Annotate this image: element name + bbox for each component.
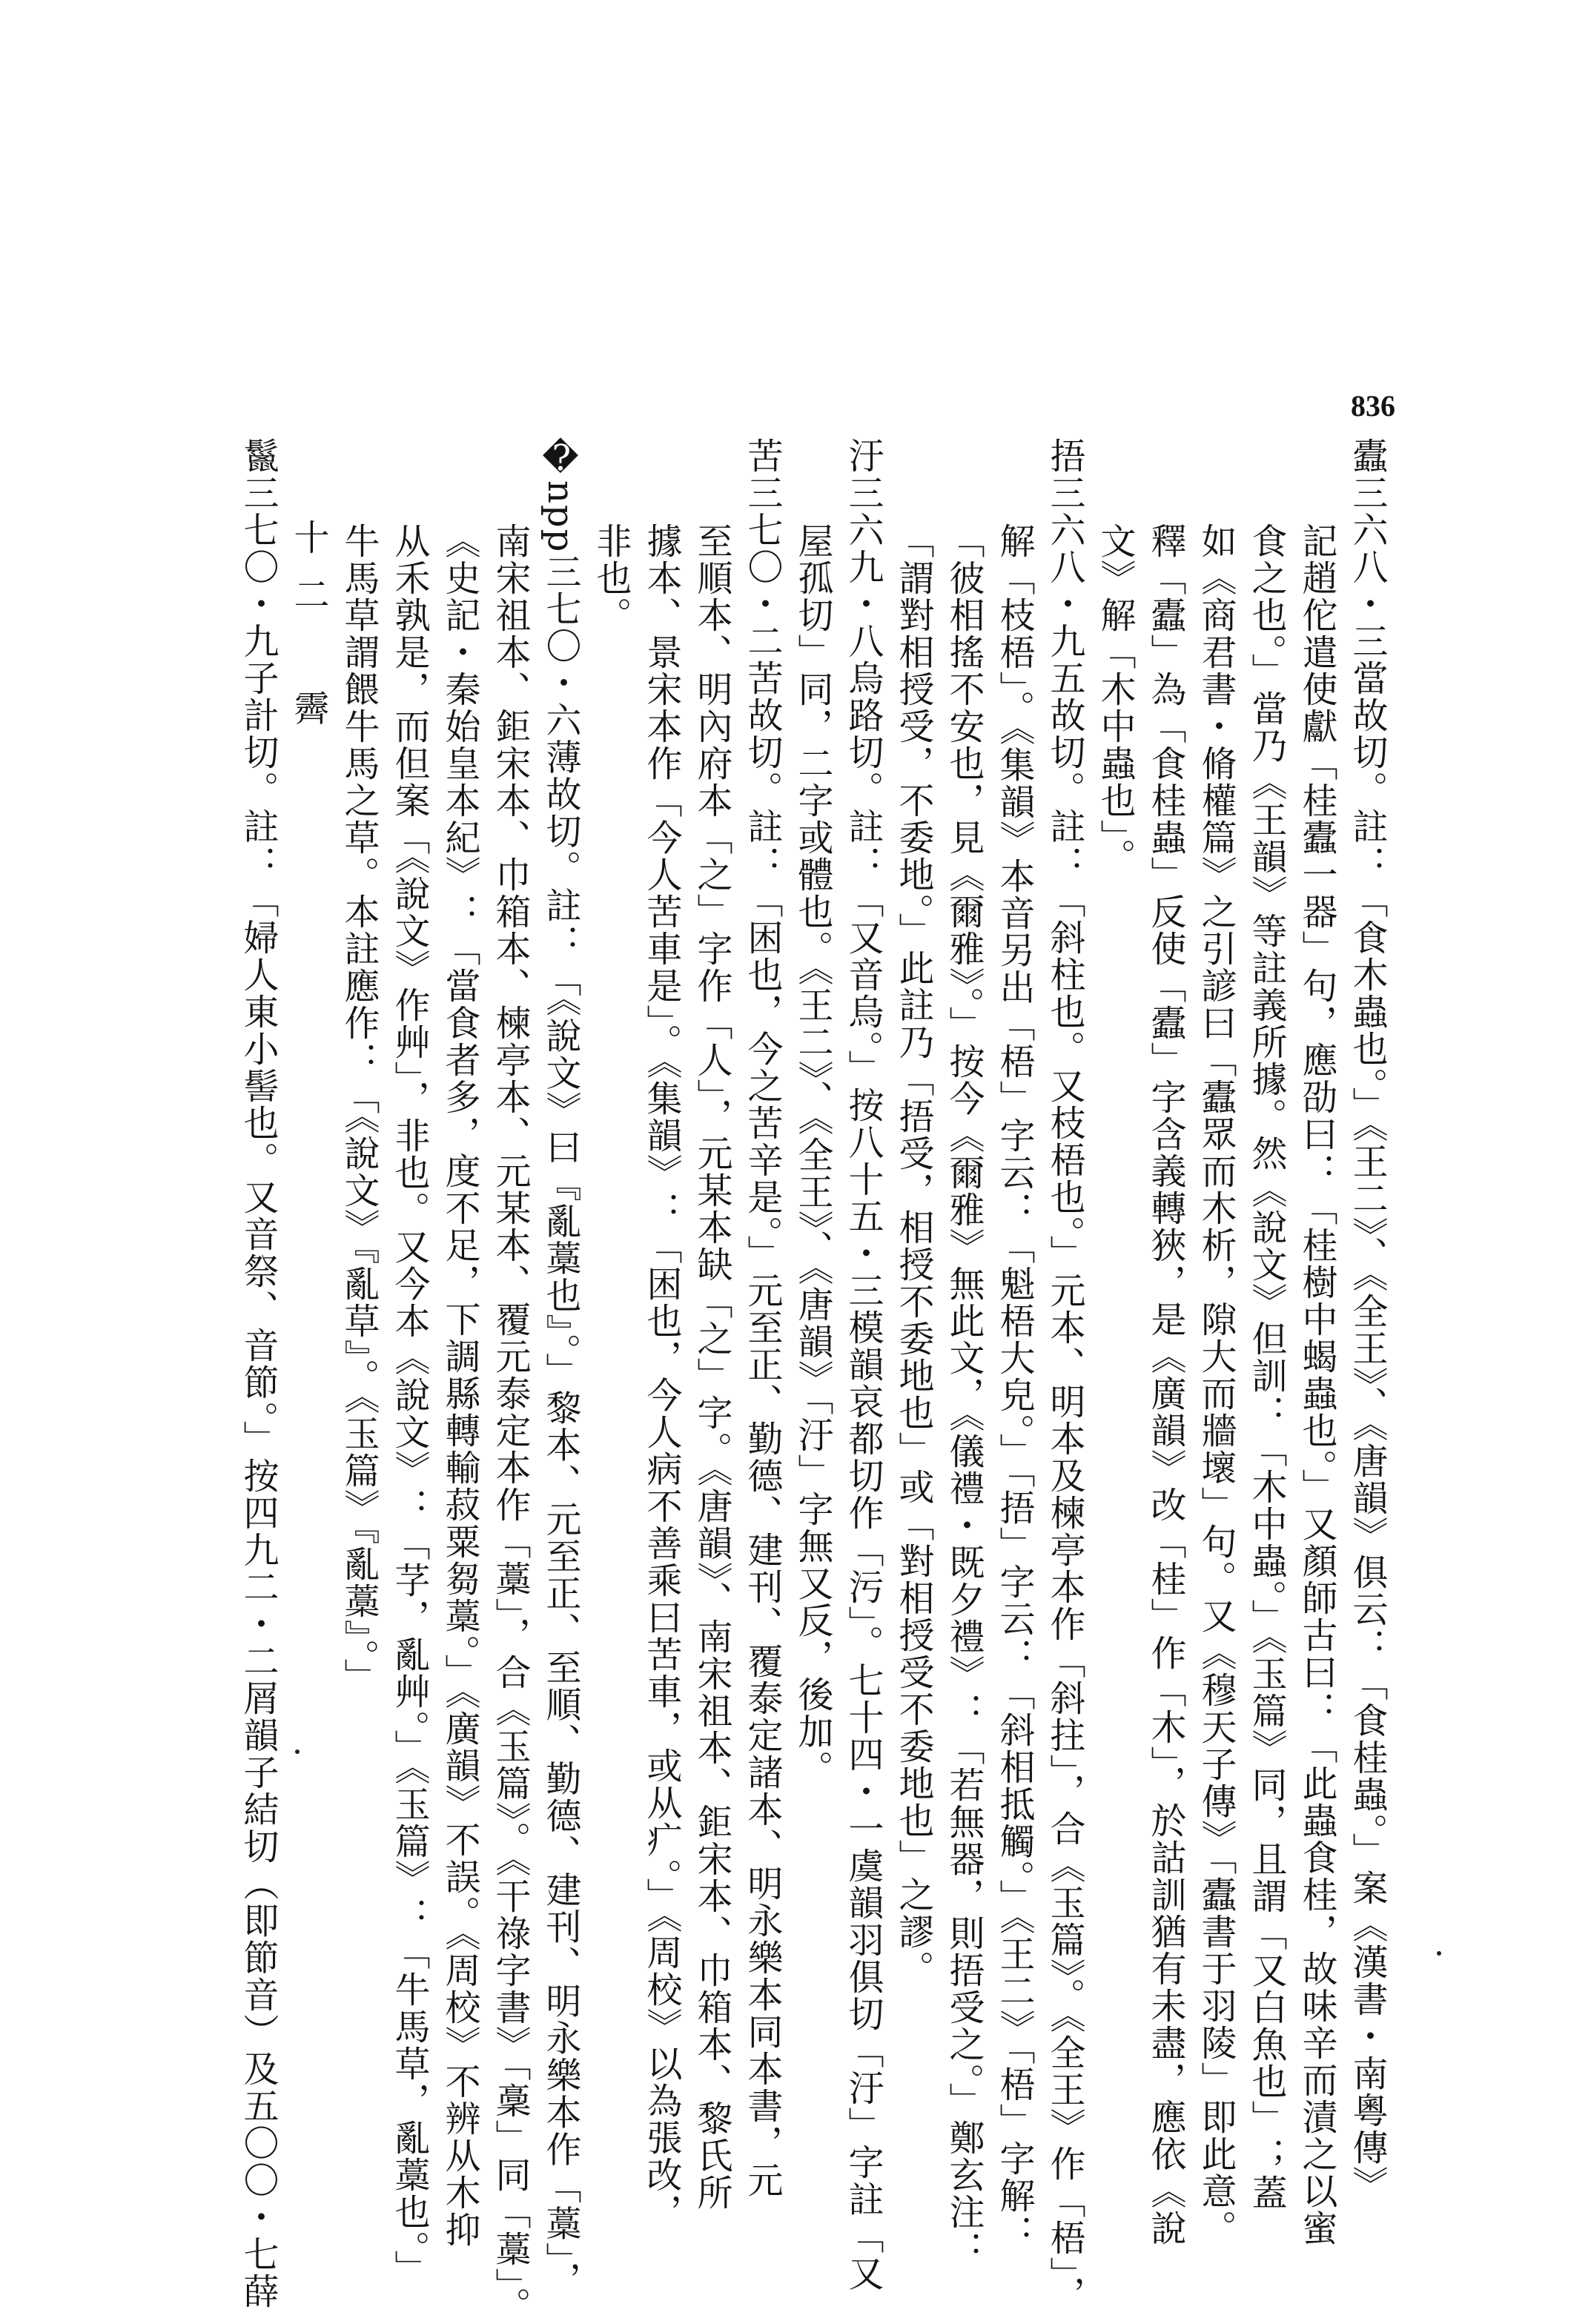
section-heading: 十二 霽 <box>288 519 329 747</box>
text-column-12: 屋孤切」同，二字或體也。《王二》、《全王》、《唐韻》「汙」字無又反，後加。 <box>792 523 833 1788</box>
text-column-6: 文》解「木中蟲也」。 <box>1094 523 1136 876</box>
text-column-23: 鬣三七〇・九子計切。註：「婦人東小髻也。又音祭、音節。」按四九二・二屑韻子結切（即節音）及五〇〇・七薛 <box>237 437 279 2310</box>
text-column-10: 「謂對相授受，不委地。」此註乃「捂受，相授不委地也」或「對相授受不委地也」之謬。 <box>893 523 934 1988</box>
text-column-18: 南宋祖本、鉅宋本、巾箱本、楝亭本、元某本、覆元泰定本作「藁」，合《玉篇》。《干祿字書》「稾」同「藁」。 <box>489 523 531 2324</box>
text-column-11: 汙三六九・八烏路切。註：「又音烏。」按八十五・三模韻哀都切作「污」。七十四・一虞韻羽俱切「汙」字註「又 <box>842 437 884 2292</box>
text-column-5: 釋「蠹」為「食桂蟲」反使「蠹」字含義轉狹，是《廣韻》改「桂」作「木」，於詁訓猶有未盡，應依《說 <box>1145 523 1186 2248</box>
text-column-19: 《史記・秦始皇本紀》：「當食者多，度不足，下調縣轉輸菽粟芻藁。」《廣韻》不誤。《周校》不辨从木抑 <box>439 523 480 2249</box>
text-column-7: 捂三六八・九五故切。註：「斜柱也。又枝梧也。」元本、明本及楝亭本作「斜拄」，合《玉篇》。《全王》作「梧」， <box>1044 437 1085 2313</box>
vertical-text-block <box>233 437 1392 2324</box>
text-column-13: 苦三七〇・二苦故切。註：「困也，今之苦辛是。」元至正、勤德、建刊、覆泰定諸本、明永樂本同本書，元 <box>741 437 783 2199</box>
text-column-1: 蠹三六八・三當故切。註：「食木蟲也。」《王二》、《全王》、《唐韻》俱云：「食桂蟲。」案《漢書・南粵傳》 <box>1346 437 1388 2203</box>
text-column-2: 記趙佗遣使獻「桂蠹一器」句，應劭曰：「桂樹中蝎蟲也。」又顏師古曰：「此蟲食桂，故味辛而漬之以蜜 <box>1296 523 1337 2248</box>
text-column-16: 非也。 <box>590 523 632 635</box>
page-number: 836 <box>1351 389 1395 423</box>
text-column-9: 「彼相搖不安也，見《爾雅》。」按今《爾雅》無此文，《儀禮・既夕禮》：「若無器，則捂受之。」鄭玄注： <box>943 523 985 2268</box>
text-column-4: 如《商君書・脩權篇》之引諺曰「蠹眾而木析，隙大而牆壞」句。又《穆天子傳》「蠹書于羽陵」即此意。 <box>1195 523 1237 2248</box>
text-column-14: 至順本、明內府本「之」字作「人」，元某本缺「之」字。《唐韻》、南宋祖本、鉅宋本、巾箱本、黎氏所 <box>691 523 732 2212</box>
stray-dot-mark <box>295 1749 300 1754</box>
text-column-8: 解「枝梧」。《集韻》本音另出「梧」字云：「魁梧大皃。」「捂」字云：「斜相抵觸。」《王二》「梧」字解： <box>993 523 1035 2252</box>
stray-dot-mark <box>1437 1951 1441 1956</box>
text-column-17: �npp三七〇・六薄故切。註：「《說文》曰『亂藁也』。」黎本、元至正、至順、勤德、建刊、明永樂本作「藁」， <box>540 437 581 2299</box>
text-column-21: 牛馬草謂餵牛馬之草。本註應作：「《說文》『亂草』。《玉篇》『亂藁』。」 <box>338 523 380 1696</box>
text-column-15: 據本、景宋本作「今人苦車是」。《集韻》：「困也，今人病不善乘曰苦車，或从疒。」《周校》以為張改， <box>641 523 682 2231</box>
text-column-20: 从禾孰是，而但案「《說文》作艸」，非也。又今本《說文》：「芓，亂艸。」《玉篇》：「牛馬草，亂藁也。」 <box>388 523 430 2288</box>
text-column-3: 食之也。」當乃《王韻》等註義所據。然《說文》但訓：「木中蟲。」《玉篇》同，且謂「又白魚也」；蓋 <box>1246 523 1287 2212</box>
